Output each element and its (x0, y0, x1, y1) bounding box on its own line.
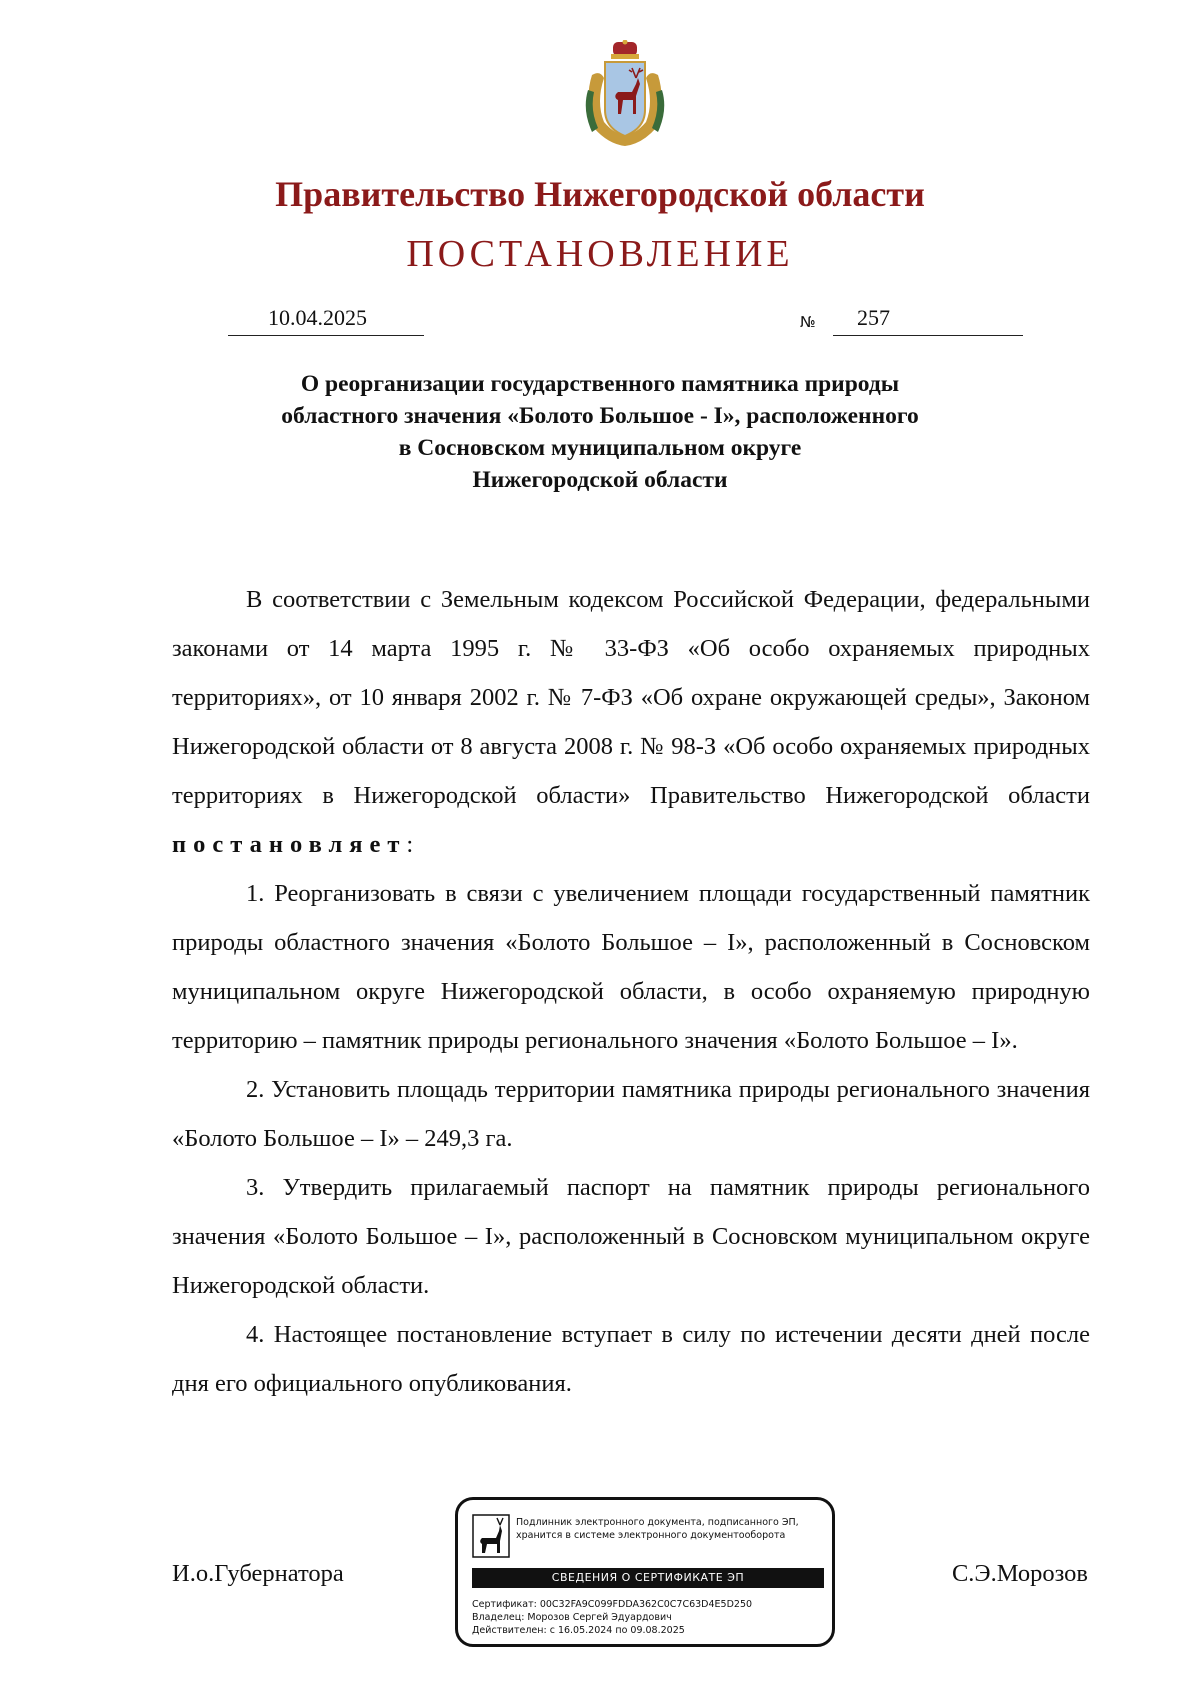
document-date: 10.04.2025 (268, 305, 367, 330)
decree-word: постановляет (172, 831, 407, 858)
document-body (172, 575, 1090, 1408)
document-subject (170, 368, 1030, 496)
decree-item-1: 1. Реорганизовать в связи с увеличением площади государственный памятник природы областного значения «Болото Большое – I», расположенный в Сосновском муниципальном округе Нижегородской области, в особо охраняемую природную территорию – памятник природы регионального значения «Болото Большое – I». (172, 880, 1090, 1054)
subject-line: областного значения «Болото Большое - I», расположенного (281, 403, 919, 429)
stamp-header-line: хранится в системе электронного документооборота (516, 1530, 786, 1541)
document-date-field (228, 305, 424, 336)
electronic-signature-stamp (455, 1497, 835, 1647)
preamble-paragraph (172, 575, 1090, 869)
deer-icon (472, 1514, 510, 1558)
subject-line: О реорганизации государственного памятника природы (300, 371, 900, 397)
certificate-number: Сертификат: 00C32FA9C099FDDA362C0C7C63D4E5D250 (472, 1599, 753, 1610)
stamp-header-line: Подлинник электронного документа, подписанного ЭП, (516, 1517, 799, 1528)
decree-item-4: 4. Настоящее постановление вступает в силу по истечении десяти дней после дня его официального опубликования. (172, 1321, 1090, 1397)
subject-line: в Сосновском муниципальном округе (398, 435, 802, 461)
subject-line: Нижегородской области (472, 467, 728, 493)
certificate-info-bar: СВЕДЕНИЯ О СЕРТИФИКАТЕ ЭП (472, 1568, 824, 1588)
document-type: ПОСТАНОВЛЕНИЕ (406, 233, 794, 275)
certificate-details (472, 1598, 824, 1637)
document-number: 257 (857, 305, 890, 330)
certificate-owner: Владелец: Морозов Сергей Эдуардович (472, 1612, 672, 1623)
coat-of-arms-icon (580, 40, 670, 150)
organization-title: Правительство Нижегородской области (275, 174, 925, 214)
signatory-name: С.Э.Морозов (951, 1560, 1088, 1587)
decree-item-2: 2. Установить площадь территории памятника природы регионального значения «Болото Большое – I» – 249,3 га. (172, 1076, 1090, 1152)
preamble-text: В соответствии с Земельным кодексом Российской Федерации, федеральными законами от 14 марта 1995 г. № 33-ФЗ «Об особо охраняемых природных территориях», от 10 января 2002 г. № 7-ФЗ «Об охране окружающей среды», Законом Нижегородской области от 8 августа 2008 г. № 98-З «Об особо охраняемых природных территориях в Нижегородской области» Правительство Нижегородской области (172, 586, 1090, 809)
decree-colon: : (406, 831, 414, 858)
stamp-header (516, 1516, 826, 1542)
certificate-validity: Действителен: с 16.05.2024 по 09.08.2025 (472, 1625, 685, 1636)
document-number-field (833, 305, 1023, 336)
decree-item-3: 3. Утвердить прилагаемый паспорт на памятник природы регионального значения «Болото Большое – I», расположенный в Сосновском муниципальном округе Нижегородской области. (172, 1174, 1090, 1299)
number-sign: № (800, 313, 816, 331)
signatory-position: И.о.Губернатора (172, 1560, 344, 1587)
